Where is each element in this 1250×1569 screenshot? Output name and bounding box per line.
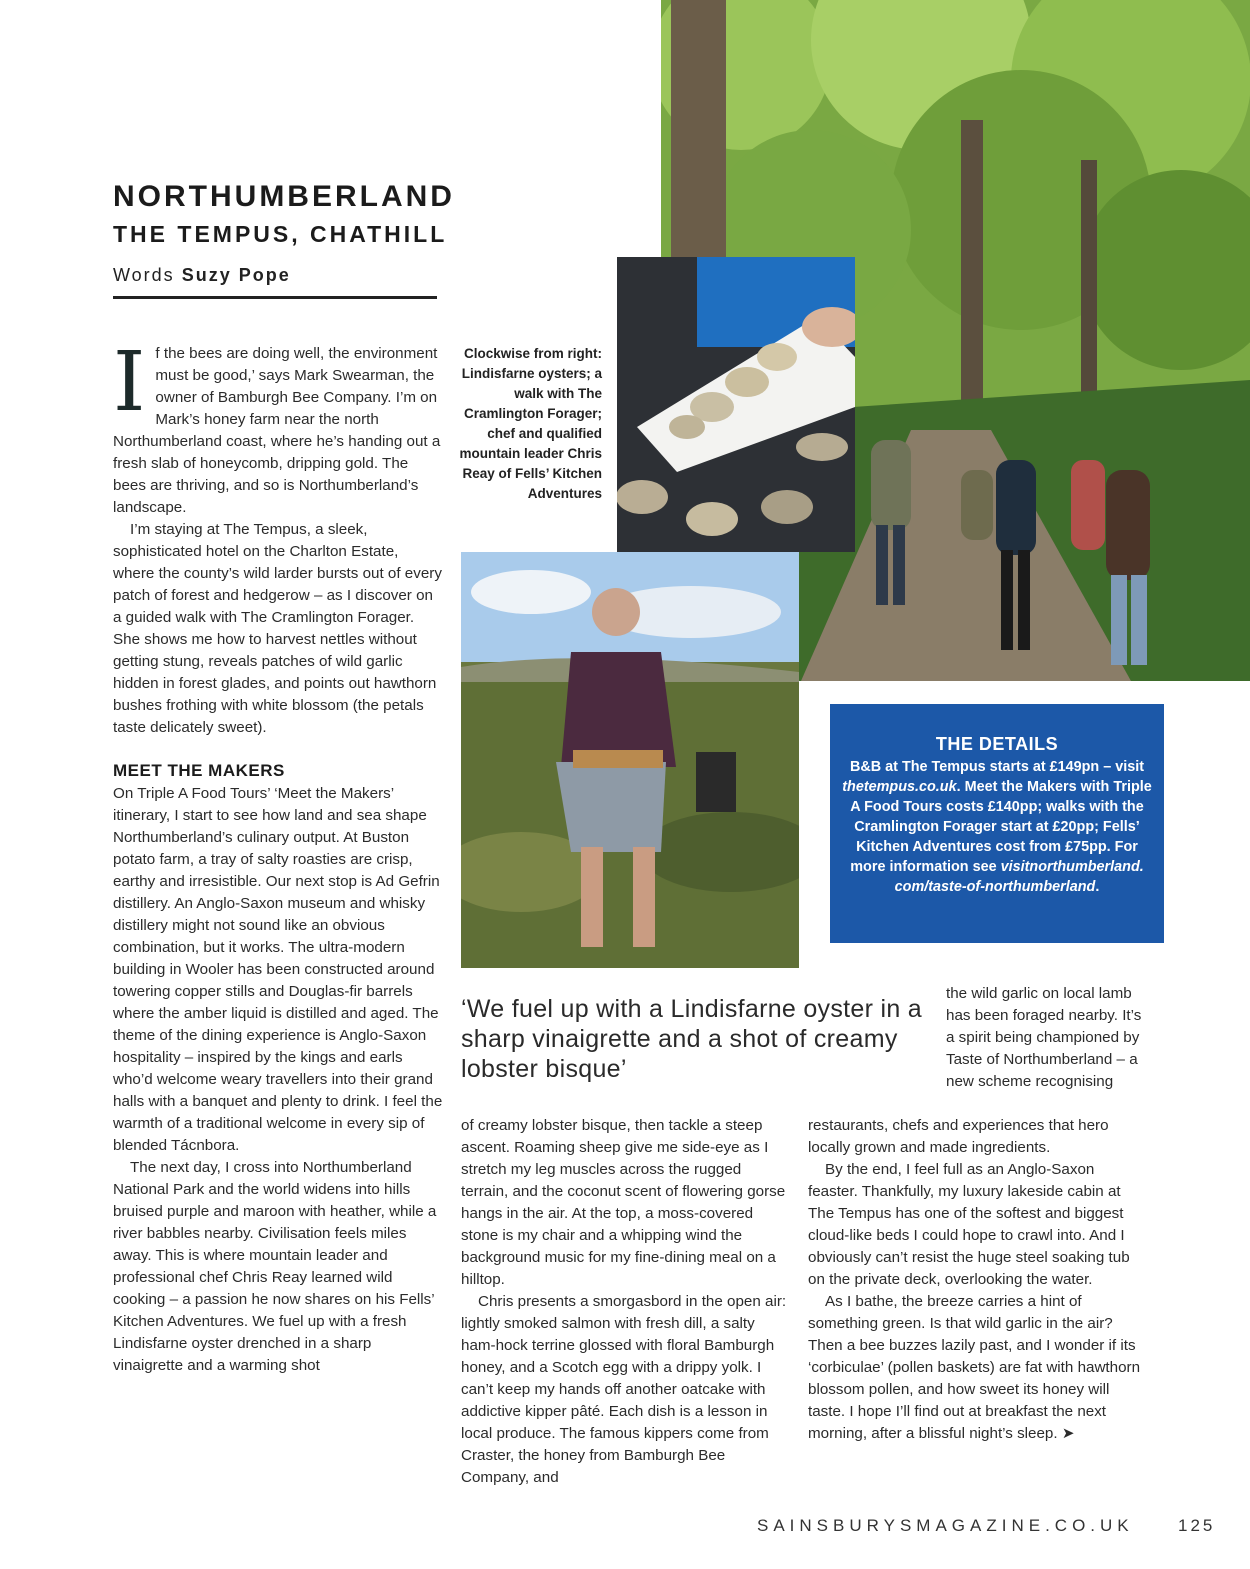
paragraph-text: As I bathe, the breeze carries a hint of something green. Is that wild garlic in the air? Then a bee buzzes lazily past, and I wonder if its ‘corbiculae’ (pollen baskets) are fat with hawthorn blossom pollen, and how sweet its honey will taste. I hope I’ll find out at breakfast the next morning, after a blissful night’s sleep. bbox=[808, 1293, 1141, 1442]
chef-chris-reay-photo bbox=[461, 552, 799, 968]
header-rule bbox=[113, 296, 437, 299]
details-box bbox=[830, 704, 1164, 943]
article-column-3 bbox=[808, 1115, 1143, 1445]
paragraph: f the bees are doing well, the environment must be good,’ says Mark Swearman, the owner of Bamburgh Bee Company. I’m on Mark’s honey farm near the north Northumberland coast, where he’s handing out a fresh slab of honeycomb, dripping gold. The bees are thriving, and so is Northumberland’s landscape. bbox=[113, 345, 441, 516]
paragraph: restaurants, chefs and experiences that hero locally grown and made ingredients. bbox=[808, 1117, 1109, 1156]
details-text: B&B at The Tempus starts at £149pn – visit bbox=[849, 759, 1145, 775]
paragraph: By the end, I feel full as an Anglo-Saxon feaster. Thankfully, my luxury lakeside cabin at The Tempus has one of the softest and biggest cloud-like beds I could hope to crawl into. And I obviously can’t resist the huge steel soaking tub on the private deck, overlooking the water. bbox=[808, 1161, 1130, 1288]
article-column-3-top bbox=[946, 983, 1146, 1093]
photo-caption: Clockwise from right: Lindisfarne oysters; a walk with The Cramlington Forager; chef and qualified mountain leader Chris Reay of Fells’ Kitchen Adventures bbox=[459, 346, 602, 501]
byline-author: Suzy Pope bbox=[181, 265, 291, 285]
drop-cap: I bbox=[113, 335, 146, 430]
paragraph: of creamy lobster bisque, then tackle a steep ascent. Roaming sheep give me side-eye as I stretch my leg muscles across the rugged terrain, and the coconut scent of flowering gorse hangs in the air. At the top, a moss-covered stone is my chair and a whipping wind the background music for my fine-dining meal on a hilltop. bbox=[461, 1117, 786, 1288]
details-title: THE DETAILS bbox=[935, 734, 1059, 754]
article-column-2 bbox=[461, 1115, 791, 1489]
article-column-1 bbox=[113, 335, 443, 1377]
paragraph bbox=[808, 1291, 1143, 1445]
paragraph: I’m staying at The Tempus, a sleek, sophisticated hotel on the Charlton Estate, where the county’s wild larder bursts out of every patch of forest and hedgerow – as I discover on a guided walk with The Cramlington Forager. She shows me how to harvest nettles without getting stung, reveals patches of wild garlic hidden in forest glades, and points out hawthorn bushes frothing with white blossom (the petals taste delicately sweet). bbox=[113, 521, 442, 736]
page-subtitle: THE TEMPUS, CHATHILL bbox=[113, 221, 448, 247]
footer-site: SAINSBURYSMAGAZINE.CO.UK bbox=[757, 1516, 1134, 1535]
details-link-visitnorthumberland[interactable]: visitnorthumberland. com/taste-of-northumberland bbox=[894, 859, 1144, 895]
paragraph: Chris presents a smorgasbord in the open air: lightly smoked salmon with fresh dill, a salty ham-hock terrine glossed with floral Bamburgh honey, and a Scotch egg with a drippy yolk. I can’t keep my hands off another oatcake with addictive kipper pâté. Each dish is a lesson in local produce. The famous kippers come from Craster, the honey from Bamburgh Bee Company, and bbox=[461, 1293, 787, 1486]
byline-prefix: Words bbox=[113, 265, 175, 285]
end-arrow-icon: ➤ bbox=[1061, 1425, 1075, 1442]
details-text: . Meet the Makers with Triple A Food Tours costs £140pp; walks with the Cramlington Forager start at £20pp; Fells’ Kitchen Adventures cost from £75pp. For more information see bbox=[850, 779, 1152, 875]
paragraph: the wild garlic on local lamb has been foraged nearby. It’s a spirit being championed by Taste of Northumberland – a new scheme recognising bbox=[946, 985, 1142, 1090]
oysters-photo bbox=[617, 257, 855, 552]
byline bbox=[113, 265, 291, 286]
section-heading: MEET THE MAKERS bbox=[113, 761, 285, 780]
details-link-tempus[interactable]: thetempus.co.uk bbox=[842, 779, 957, 795]
paragraph: The next day, I cross into Northumberland National Park and the world widens into hills bruised purple and maroon with heather, while a river babbles nearby. Civilisation feels miles away. This is where mountain leader and professional chef Chris Reay learned wild cooking – a passion he now shares on his Fells’ Kitchen Adventures. We fuel up with a fresh Lindisfarne oyster drenched in a sharp vinaigrette and a warming shot bbox=[113, 1159, 437, 1374]
pull-quote: ‘We fuel up with a Lindisfarne oyster in a sharp vinaigrette and a shot of creamy lobster bisque’ bbox=[461, 995, 922, 1083]
details-body bbox=[840, 757, 1154, 897]
page-number: 125 bbox=[1178, 1516, 1216, 1535]
details-text: . bbox=[1095, 879, 1100, 895]
page-title: NORTHUMBERLAND bbox=[113, 180, 455, 213]
paragraph: On Triple A Food Tours’ ‘Meet the Makers’ itinerary, I start to see how land and sea shape Northumberland’s culinary output. At Buston potato farm, a tray of salty roasties are crisp, earthy and irresistible. Our next stop is Ad Gefrin distillery. An Anglo-Saxon museum and whisky distillery might not sound like an obvious combination, but it works. The ultra-modern building in Wooler has been constructed around towering copper stills and Douglas-fir barrels where the amber liquid is distilled and aged. The theme of the dining experience is Anglo-Saxon hospitality – inspired by the kings and earls who’d welcome weary travellers into their grand halls with a banquet and plenty to drink. I feel the warmth of a traditional welcome in every sip of blended Tácnbora. bbox=[113, 785, 443, 1154]
